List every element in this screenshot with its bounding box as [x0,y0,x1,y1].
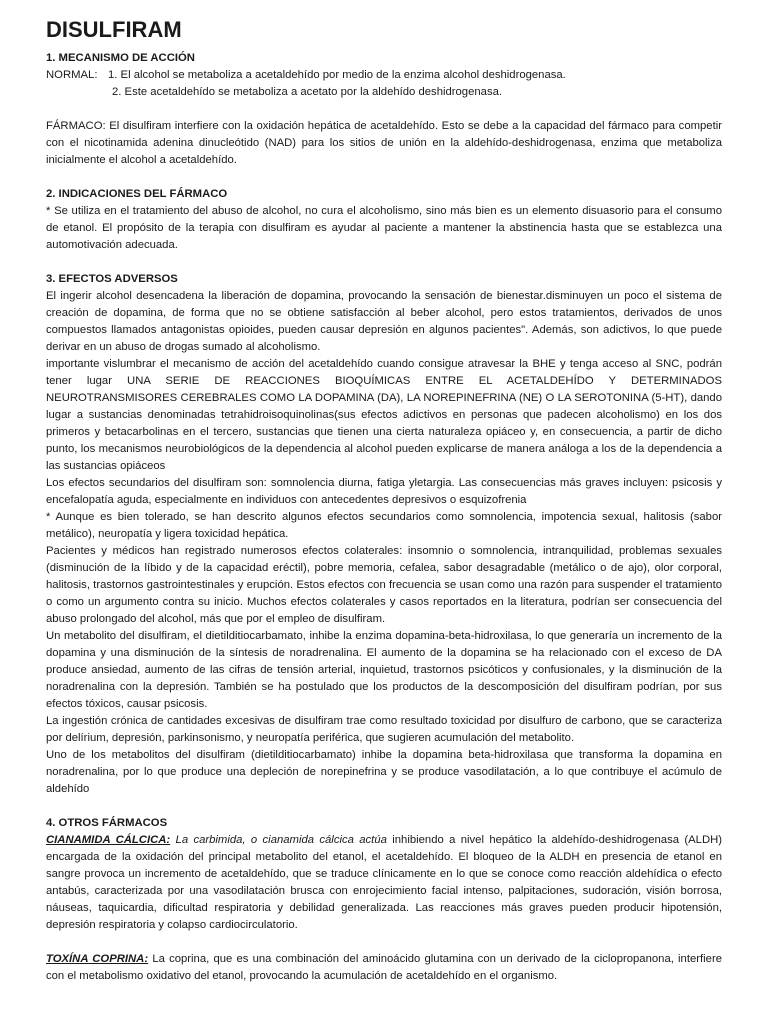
normal-step-1: 1. El alcohol se metaboliza a acetaldehído por medio de la enzima alcohol deshidrogenasa. [108,69,566,81]
indicaciones-paragraph: * Se utiliza en el tratamiento del abuso de alcohol, no cura el alcoholismo, sino más bien es un elemento disuasorio para el consumo de etanol. El propósito de la terapia con disulfiram es ayudar al paciente a mantener la abstinencia hasta que se establezca una automotivación adecuada. [46,205,722,251]
drug-name: TOXÍNA COPRINA: [46,953,149,965]
efectos-paragraph: Pacientes y médicos han registrado numerosos efectos colaterales: insomnio o somnolencia, intranquilidad, problemas sexuales (disminución de la líbido y de la capacidad eréctil), pobre memoria, cefalea, sabor desagradable (metálico o de ajo), olor corporal, halitosis, trastornos gastrointestinales y erupción. Estos efectos con frecuencia se usan como una razón para suspender el tratamiento o como un argumento contra su inicio. Muchos efectos colaterales y casos reportados en la literatura, podrían ser consecuencia del abuso prolongado del alcohol, más que por el empleo de disulfiram. [46,545,722,625]
farmaco-paragraph: FÁRMACO: El disulfiram interfiere con la oxidación hepática de acetaldehído. Esto se debe a la capacidad del fármaco para competir con el nicotinamida adenina dinucleótido (NAD) para los sitios de unión en la aldehído-deshidrogenasa, enzima que metaboliza inicialmente el alcohol a acetaldehído. [46,120,722,166]
efectos-paragraph: * Aunque es bien tolerado, se han descrito algunos efectos secundarios como somnolencia, impotencia sexual, halitosis (sabor metálico), neuropatía y ligera toxicidad hepática. [46,511,722,540]
section-heading: 2. INDICACIONES DEL FÁRMACO [46,188,228,200]
section-heading: 3. EFECTOS ADVERSOS [46,273,178,285]
normal-label: NORMAL: [46,69,98,81]
section-indicaciones [46,186,722,254]
normal-steps [108,67,722,101]
drug-description: La coprina, que es una combinación del aminoácido glutamina con un derivado de la ciclopropanona, interfiere con el metabolismo oxidativo del etanol, provocando la acumulación de acetaldehído en el organismo. [46,953,723,982]
drug-italic-text: La carbimida, o cianamida cálcica actúa [175,834,387,846]
document-title: DISULFIRAM [46,17,182,42]
section-otros-farmacos [46,815,722,985]
efectos-paragraph: importante vislumbrar el mecanismo de acción del acetaldehído cuando consigue atravesar la BHE y tenga acceso al SNC, podrán tener lugar UNA SERIE DE REACCIONES BIOQUÍMICAS ENTRE EL ACETALDEHÍDO Y DETERMINADOS NEUROTRANSMISORES CEREBRALES COMO LA DOPAMINA (DA), LA NOREPINEFRINA (NE) O LA SEROTONINA (5-HT), dando lugar a sustancias denominadas tetrahidroisoquinolinas(sus efectos adictivos en personas que padecen alcoholismo) en los dos primeros y betacarbolinas en el tercero, sustancias que tienen una cierta naturaleza opiáceo y, en consecuencia, a partir de dicho punto, los mecanismos neurobiológicos de la dependencia al alcohol pueden explicarse de manera análoga a los de la dependencia a las sustancias opiáceos [46,358,722,472]
efectos-paragraph: Un metabolito del disulfiram, el dietilditiocarbamato, inhibe la enzima dopamina-beta-hidroxilasa, lo que generaría un incremento de la dopamina y una disminución de la síntesis de noradrenalina. El aumento de la dopamina se ha relacionado con el exceso de DA produce ansiedad, aumento de las cifras de tensión arterial, inquietud, trastornos psicóticos y confusionales, y la disminución de la noradrenalina con la depresión. También se ha postulado que los productos de la descomposición del disulfiram podrían, por sus efectos tóxicos, causar psicosis. [46,630,722,710]
section-mecanismo [46,50,722,169]
section-efectos-adversos [46,271,722,798]
section-heading: 4. OTROS FÁRMACOS [46,817,168,829]
efectos-paragraph: El ingerir alcohol desencadena la liberación de dopamina, provocando la sensación de bienestar.disminuyen un poco el sistema de creación de dopamina, de forma que no se obtiene satisfacción al beber alcohol, pero estos tratamientos, derivados de unos compuestos llamados antagonistas opioides, pueden causar depresión en algunos pacientes". Además, son adictivos, lo que puede derivar en un abuso de drogas sumado al alcoholismo. [46,290,722,353]
normal-mechanism [46,67,722,101]
section-heading: 1. MECANISMO DE ACCIÓN [46,52,195,64]
drug-cianamida-paragraph [46,832,722,934]
normal-step-2: 2. Este acetaldehído se metaboliza a acetato por la aldehído deshidrogenasa. [112,86,503,98]
drug-name: CIANAMIDA CÁLCICA: [46,834,171,846]
efectos-paragraph: Los efectos secundarios del disulfiram son: somnolencia diurna, fatiga yletargia. Las consecuencias más graves incluyen: psicosis y encefalopatía aguda, especialmente en individuos con antecedentes depresivos o esquizofrenia [46,477,722,506]
drug-coprina-paragraph [46,951,722,985]
drug-description: inhibiendo a nivel hepático la aldehído-deshidrogenasa (ALDH) encargada de la oxidación del principal metabolito del etanol, el acetaldehído. El bloqueo de la ALDH en presencia de etanol en sangre provoca un incremento de acetaldehído, que se traduce clínicamente en lo que se conoce como reacción aldehídica o efecto antabús, caracterizada por una vasodilatación brusca con enrojecimiento facial intenso, palpitaciones, sudoración, visión borrosa, náuseas, taquicardia, dificultad respiratoria y debilidad generalizada. Las reacciones más graves pueden producir hipotensión, depresión respiratoria y colapso cardiocirculatorio. [46,834,723,931]
efectos-paragraph: La ingestión crónica de cantidades excesivas de disulfiram trae como resultado toxicidad por disulfuro de carbono, que se caracteriza por delírium, depresión, parkinsonismo, y neuropatía periférica, que sugieren acumulación del metabolito. [46,715,722,744]
efectos-paragraph: Uno de los metabolitos del disulfiram (dietilditiocarbamato) inhibe la dopamina beta-hidroxilasa que transforma la dopamina en noradrenalina, por lo que produce una depleción de norepinefrina y se produce vasodilatación, a lo que contribuye el acúmulo de aldehído [46,749,722,795]
